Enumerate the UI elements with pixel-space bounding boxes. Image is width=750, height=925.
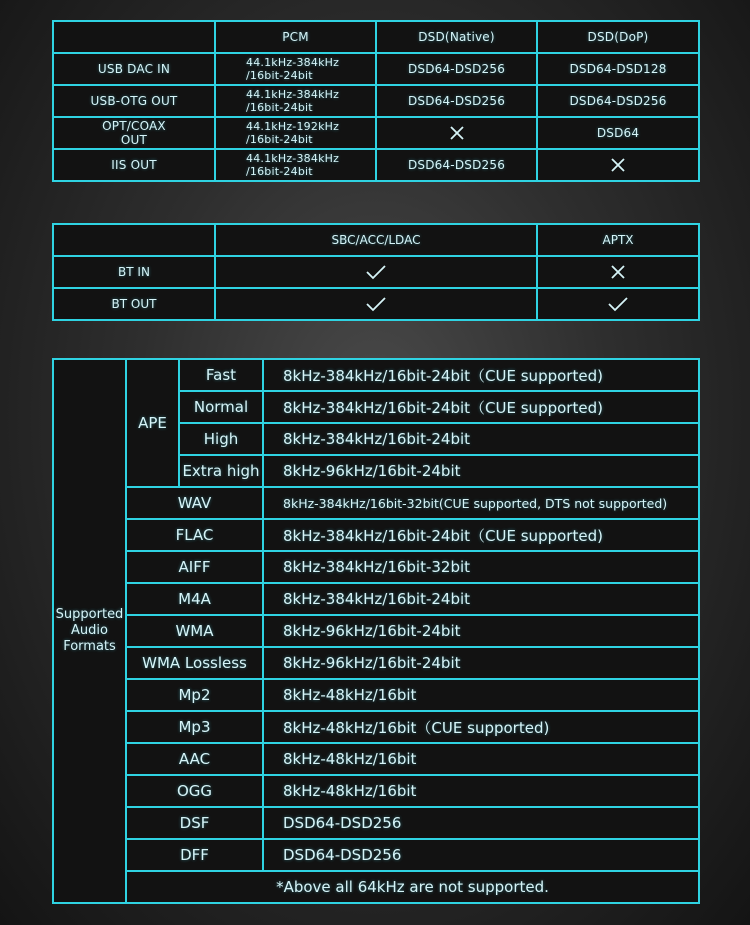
table-row xyxy=(53,117,699,149)
header-dsd-native: DSD(Native) xyxy=(376,21,537,53)
ape-mode: Extra high xyxy=(179,455,263,487)
header-empty-cell xyxy=(53,224,215,256)
check-icon xyxy=(365,264,387,280)
table-row xyxy=(53,85,699,117)
sbc-support xyxy=(215,288,537,320)
format-value: 8kHz-96kHz/16bit-24bit xyxy=(263,455,699,487)
dsd-native-value: DSD64-DSD256 xyxy=(376,85,537,117)
table-row xyxy=(53,711,699,743)
row-label: BT IN xyxy=(53,256,215,288)
dsd-dop-value xyxy=(537,149,699,181)
table-row xyxy=(53,551,699,583)
aptx-support xyxy=(537,288,699,320)
format-value: 8kHz-384kHz/16bit-24bit（CUE supported) xyxy=(263,391,699,423)
table-row xyxy=(53,53,699,85)
format-name: FLAC xyxy=(126,519,263,551)
ape-mode: High xyxy=(179,423,263,455)
format-name: M4A xyxy=(126,583,263,615)
format-value: 8kHz-48kHz/16bit（CUE supported) xyxy=(263,711,699,743)
table-header-row xyxy=(53,224,699,256)
format-name: Mp3 xyxy=(126,711,263,743)
format-value: 8kHz-96kHz/16bit-24bit xyxy=(263,615,699,647)
table-row xyxy=(53,647,699,679)
format-value: 8kHz-384kHz/16bit-32bit(CUE supported, DTS not supported) xyxy=(263,487,699,519)
table-row xyxy=(53,149,699,181)
dsd-dop-value: DSD64-DSD256 xyxy=(537,85,699,117)
table-row xyxy=(53,775,699,807)
supported-formats-label: Supported Audio Formats xyxy=(53,359,126,903)
format-value: DSD64-DSD256 xyxy=(263,807,699,839)
table-row xyxy=(53,519,699,551)
format-value: 8kHz-384kHz/16bit-24bit xyxy=(263,423,699,455)
dsd-dop-value: DSD64-DSD128 xyxy=(537,53,699,85)
format-name: WMA Lossless xyxy=(126,647,263,679)
bluetooth-codec-table xyxy=(52,223,700,321)
check-icon xyxy=(365,296,387,312)
format-name: DFF xyxy=(126,839,263,871)
table-row xyxy=(53,807,699,839)
format-value: 8kHz-48kHz/16bit xyxy=(263,775,699,807)
table-row xyxy=(53,839,699,871)
table-row xyxy=(53,487,699,519)
header-empty-cell xyxy=(53,21,215,53)
aptx-support xyxy=(537,256,699,288)
format-value: 8kHz-48kHz/16bit xyxy=(263,743,699,775)
format-value: 8kHz-384kHz/16bit-32bit xyxy=(263,551,699,583)
format-value: 8kHz-384kHz/16bit-24bit（CUE supported) xyxy=(263,359,699,391)
format-value: 8kHz-96kHz/16bit-24bit xyxy=(263,647,699,679)
cross-icon xyxy=(449,125,465,141)
pcm-value: 44.1kHz-384kHz /16bit-24bit xyxy=(215,53,376,85)
table-row xyxy=(53,743,699,775)
header-pcm: PCM xyxy=(215,21,376,53)
ape-label: APE xyxy=(126,359,179,487)
footnote: *Above all 64kHz are not supported. xyxy=(126,871,699,903)
format-name: WAV xyxy=(126,487,263,519)
dsd-dop-value: DSD64 xyxy=(537,117,699,149)
audio-format-table xyxy=(52,358,700,904)
cross-icon xyxy=(610,264,626,280)
cross-icon xyxy=(610,157,626,173)
ape-mode: Normal xyxy=(179,391,263,423)
io-capability-table xyxy=(52,20,700,182)
table-row xyxy=(53,359,699,391)
format-value: 8kHz-48kHz/16bit xyxy=(263,679,699,711)
ape-mode: Fast xyxy=(179,359,263,391)
format-name: AIFF xyxy=(126,551,263,583)
format-value: 8kHz-384kHz/16bit-24bit xyxy=(263,583,699,615)
format-value: 8kHz-384kHz/16bit-24bit（CUE supported) xyxy=(263,519,699,551)
table-row xyxy=(53,288,699,320)
row-label: BT OUT xyxy=(53,288,215,320)
row-label: USB-OTG OUT xyxy=(53,85,215,117)
pcm-value: 44.1kHz-384kHz /16bit-24bit xyxy=(215,85,376,117)
dsd-native-value xyxy=(376,117,537,149)
pcm-value: 44.1kHz-384kHz /16bit-24bit xyxy=(215,149,376,181)
footnote-row xyxy=(53,871,699,903)
dsd-native-value: DSD64-DSD256 xyxy=(376,149,537,181)
format-value: DSD64-DSD256 xyxy=(263,839,699,871)
format-name: Mp2 xyxy=(126,679,263,711)
table-row xyxy=(53,679,699,711)
table-header-row xyxy=(53,21,699,53)
header-sbc: SBC/ACC/LDAC xyxy=(215,224,537,256)
table-row xyxy=(53,615,699,647)
table-row xyxy=(53,583,699,615)
format-name: WMA xyxy=(126,615,263,647)
format-name: DSF xyxy=(126,807,263,839)
header-aptx: APTX xyxy=(537,224,699,256)
format-name: AAC xyxy=(126,743,263,775)
check-icon xyxy=(607,296,629,312)
table-row xyxy=(53,256,699,288)
row-label: OPT/COAX OUT xyxy=(53,117,215,149)
format-name: OGG xyxy=(126,775,263,807)
sbc-support xyxy=(215,256,537,288)
dsd-native-value: DSD64-DSD256 xyxy=(376,53,537,85)
pcm-value: 44.1kHz-192kHz /16bit-24bit xyxy=(215,117,376,149)
row-label: USB DAC IN xyxy=(53,53,215,85)
row-label: IIS OUT xyxy=(53,149,215,181)
header-dsd-dop: DSD(DoP) xyxy=(537,21,699,53)
